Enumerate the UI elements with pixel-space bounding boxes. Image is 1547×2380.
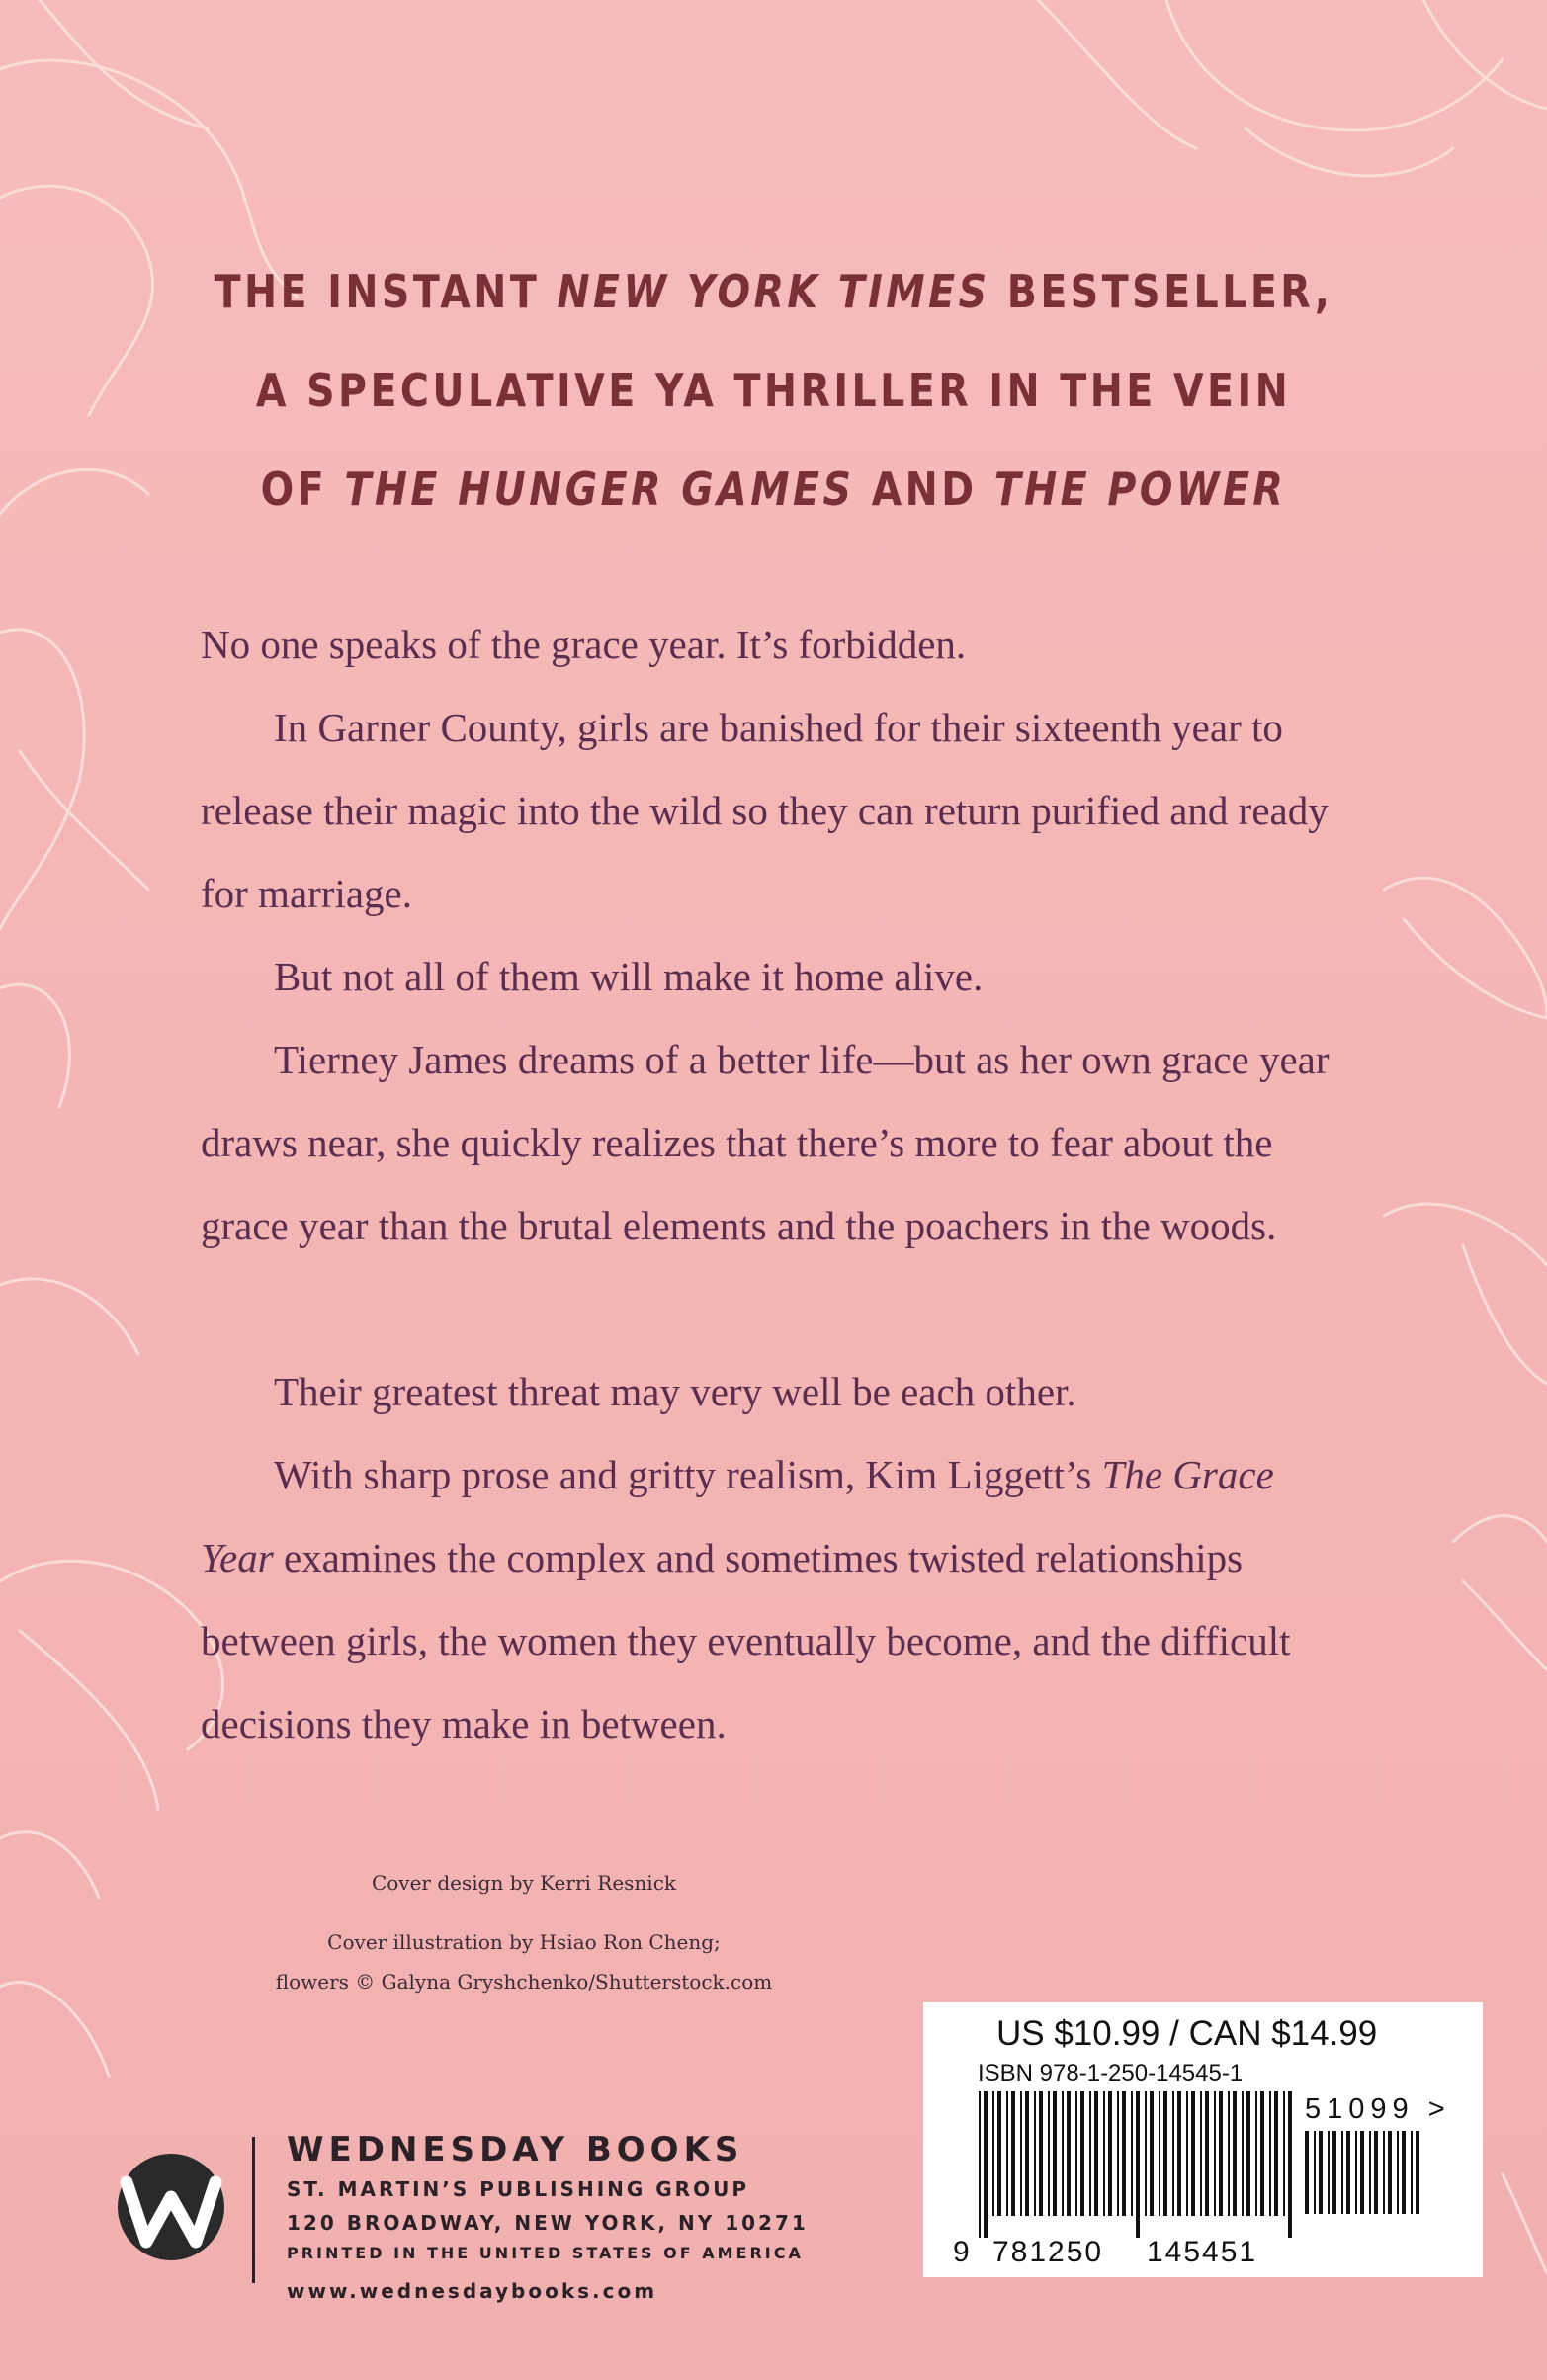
barcode-bar <box>1011 2091 1015 2216</box>
blurb-paragraph-4: Tierney James dreams of a better life—but as her own grace year draws near, she quickly realizes that there’s more to fear about the grace year than the brutal elements and the poachers in the woods. <box>201 1037 1330 1248</box>
barcode-bar <box>1006 2091 1008 2216</box>
barcode-bar <box>1355 2131 1357 2214</box>
cover-illustration-credit: Cover illustration by Hsiao Ron Cheng; <box>327 1930 721 1954</box>
headline-line-3: OF THE HUNGER GAMES AND THE POWER <box>260 463 1287 516</box>
barcode-bar <box>1108 2091 1112 2216</box>
barcode-left-digits: 781250 <box>992 2236 1104 2268</box>
barcode-bar <box>1214 2091 1216 2216</box>
barcode-bar <box>997 2091 1001 2216</box>
publisher-website: www.wednesdaybooks.com <box>287 2279 658 2303</box>
printed-in-usa: PRINTED IN THE UNITED STATES OF AMERICA <box>287 2244 804 2262</box>
isbn-barcode <box>979 2091 1293 2238</box>
barcode-bar <box>1080 2091 1084 2216</box>
barcode-bar <box>1159 2091 1160 2216</box>
barcode-bar <box>1131 2091 1133 2216</box>
barcode-bar <box>1103 2091 1105 2216</box>
barcode-right-digits: 145451 <box>1147 2236 1258 2268</box>
barcode-bar <box>1191 2091 1195 2216</box>
barcode-bar <box>1163 2091 1167 2216</box>
barcode-bar <box>1048 2091 1050 2216</box>
barcode-bar <box>1219 2091 1223 2216</box>
barcode-bar <box>1186 2091 1188 2216</box>
headline-line-2: A SPECULATIVE YA THRILLER IN THE VEIN <box>255 364 1292 417</box>
barcode-bar <box>1039 2091 1043 2216</box>
barcode-bar <box>1089 2091 1091 2216</box>
barcode-bar <box>1200 2091 1202 2216</box>
barcode-bar <box>1145 2091 1147 2216</box>
barcode-bar <box>979 2091 981 2238</box>
publisher-name: WEDNESDAY BOOKS <box>287 2130 744 2169</box>
barcode-bar <box>1260 2091 1264 2216</box>
publisher-divider <box>252 2137 255 2283</box>
isbn-label: ISBN 978-1-250-14545-1 <box>978 2060 1244 2086</box>
barcode-bar <box>1388 2131 1392 2214</box>
barcode-bar <box>1383 2131 1385 2214</box>
barcode-bar <box>1122 2091 1126 2216</box>
publisher-address: 120 BROADWAY, NEW YORK, NY 10271 <box>287 2211 809 2235</box>
barcode-bar <box>1094 2091 1098 2216</box>
barcode-bar <box>1062 2091 1064 2216</box>
headline-line-1: THE INSTANT NEW YORK TIMES BESTSELLER, <box>214 265 1333 318</box>
barcode-bar <box>1283 2091 1285 2216</box>
barcode-bar <box>1288 2091 1292 2238</box>
barcode-bar <box>1242 2091 1244 2216</box>
barcode-bar <box>1332 2131 1336 2214</box>
barcode-bar <box>1374 2131 1378 2214</box>
price-label: US $10.99 / CAN $14.99 <box>996 2014 1378 2053</box>
barcode-bar <box>1067 2091 1071 2216</box>
barcode-bar <box>1397 2131 1399 2214</box>
barcode-bar <box>1020 2091 1022 2216</box>
barcode-bar <box>1255 2091 1257 2216</box>
barcode-first-digit: 9 <box>953 2236 972 2268</box>
barcode-bar <box>992 2091 994 2216</box>
wednesday-books-logo-icon <box>107 2143 235 2271</box>
barcode-bar <box>1346 2131 1350 2214</box>
blurb-paragraph-2: In Garner County, girls are banished for their sixteenth year to release their magic into the wild so they can return purified and ready for marriage. <box>201 705 1329 916</box>
blurb-paragraph-6: With sharp prose and gritty realism, Kim Liggett’s The Grace Year examines the complex and sometimes twisted relationships between girls, the women they eventually become, and the difficult decisions they make in between. <box>201 1452 1291 1746</box>
barcode-bar <box>1025 2091 1029 2216</box>
barcode-bar <box>1117 2091 1119 2216</box>
barcode-bar <box>1274 2091 1278 2216</box>
publisher-group: ST. MARTIN’S PUBLISHING GROUP <box>287 2177 749 2201</box>
barcode-bar <box>1314 2131 1316 2214</box>
barcode-bar <box>1402 2131 1406 2214</box>
barcode-bar <box>1341 2131 1343 2214</box>
blurb-paragraph-3: But not all of them will make it home alive. <box>274 954 984 999</box>
price-addon-barcode <box>1305 2131 1421 2236</box>
barcode-bar <box>1233 2091 1237 2216</box>
barcode-bar <box>984 2091 988 2238</box>
barcode-bar <box>1034 2091 1036 2216</box>
flowers-credit: flowers © Galyna Gryshchenko/Shutterstock.com <box>275 1970 773 1994</box>
barcode-bar <box>1369 2131 1371 2214</box>
barcode-bar <box>1150 2091 1154 2216</box>
barcode-block <box>923 2002 1483 2277</box>
price-addon-number: 51099 > <box>1305 2093 1451 2125</box>
barcode-bar <box>1319 2131 1323 2214</box>
barcode-bar <box>1416 2131 1419 2214</box>
barcode-bar <box>1246 2091 1250 2216</box>
barcode-bar <box>1177 2091 1181 2216</box>
barcode-bar <box>1411 2131 1413 2214</box>
barcode-bar <box>1172 2091 1174 2216</box>
barcode-bar <box>1360 2131 1364 2214</box>
barcode-bar <box>1205 2091 1209 2216</box>
barcode-bar <box>1305 2131 1309 2214</box>
blurb-paragraph-1: No one speaks of the grace year. It’s forbidden. <box>201 622 967 667</box>
barcode-bar <box>1075 2091 1077 2216</box>
barcode-bar <box>1228 2091 1230 2216</box>
cover-design-credit: Cover design by Kerri Resnick <box>371 1871 677 1895</box>
barcode-bar <box>1053 2091 1057 2216</box>
blurb-paragraph-5: Their greatest threat may very well be each other. <box>274 1369 1076 1414</box>
barcode-bar <box>1269 2091 1271 2216</box>
barcode-bar <box>1136 2091 1140 2238</box>
barcode-bar <box>1328 2131 1330 2214</box>
